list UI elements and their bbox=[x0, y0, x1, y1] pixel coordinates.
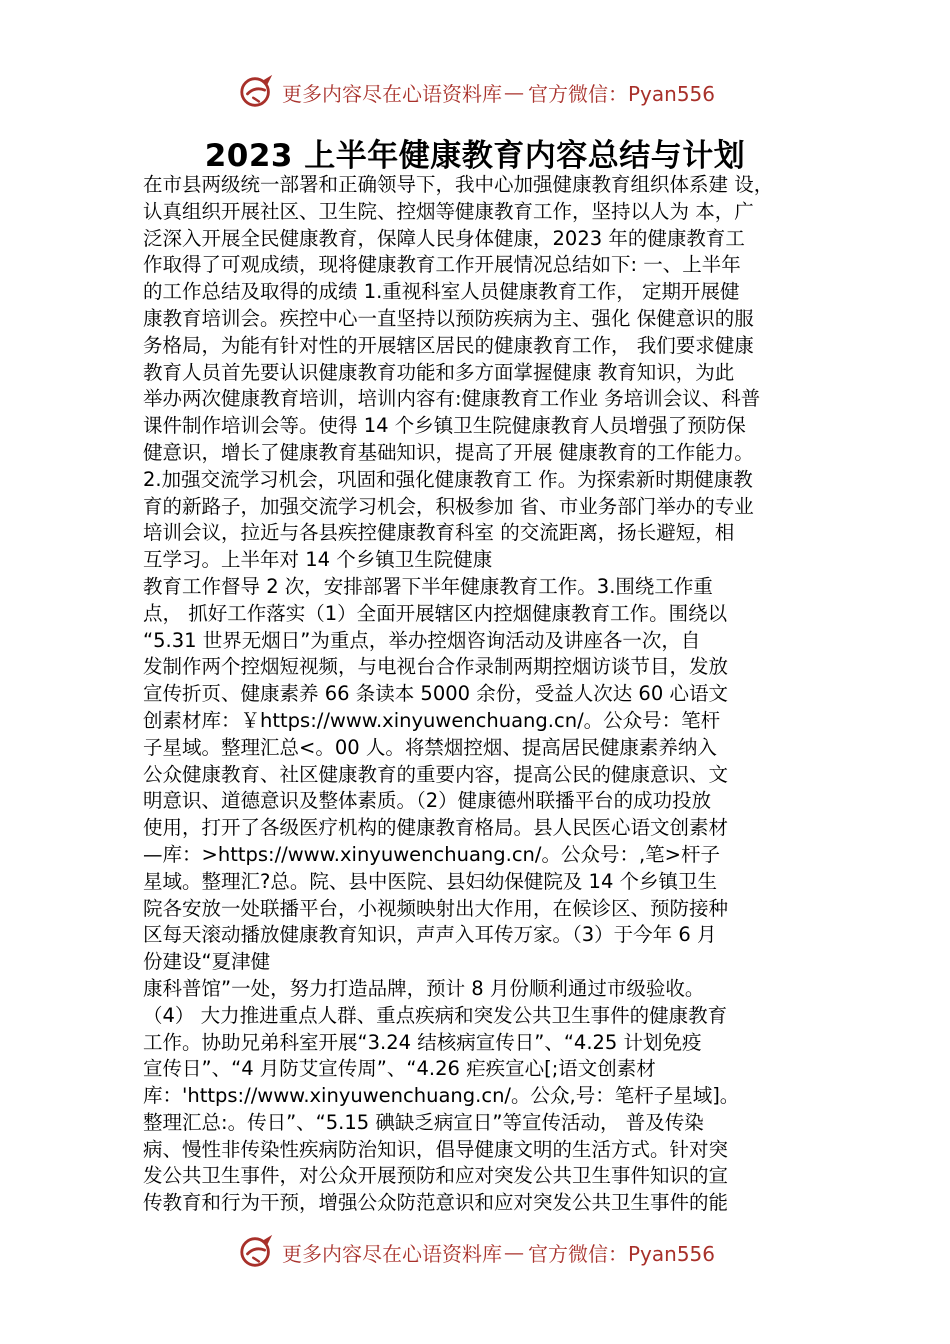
footer-banner bbox=[238, 1232, 758, 1272]
paragraph-line: 创素材库：￥https://www.xinyuwenchuang.cn/。公众号：笔杆 bbox=[143, 708, 721, 732]
paragraph-line: 作取得了可观成绩，现将健康教育工作开展情况总结如下: 一、上半年 bbox=[143, 253, 741, 277]
brush-logo-icon bbox=[238, 73, 276, 111]
paragraph-line: （4） 大力推进重点人群、重点疾病和突发公共卫生事件的健康教育 bbox=[143, 1003, 728, 1027]
paragraph-line: 公众健康教育、社区健康教育的重要内容，提高公民的健康意识、文 bbox=[143, 762, 729, 786]
paragraph-line: 健意识，增长了健康教育基础知识，提高了开展 健康教育的工作能力。 bbox=[143, 440, 754, 464]
paragraph-line: 库：'https://www.xinyuwenchuang.cn/。公众,号：笔杆子星域]。 bbox=[143, 1084, 740, 1108]
paragraph-line: 的工作总结及取得的成绩 1.重视科室人员健康教育工作， 定期开展健 bbox=[143, 280, 740, 304]
paragraph-line: 宣传日”、“4 月防艾宣传周”、“4.26 疟疾宣心[;语文创素材 bbox=[143, 1057, 656, 1081]
paragraph-line: 份建设“夏津健 bbox=[143, 950, 271, 974]
paragraph-line: 2.加强交流学习机会，巩固和强化健康教育工 作。为探索新时期健康教 bbox=[143, 467, 753, 491]
paragraph-line: 育的新路子，加强交流学习机会，积极参加 省、市业务部门举办的专业 bbox=[143, 494, 754, 518]
paragraph-line: 泛深入开展全民健康教育，保障人民身体健康，2023 年的健康教育工 bbox=[143, 226, 745, 250]
paragraph-line: 区每天滚动播放健康教育知识，声声入耳传万家。（3）于今年 6 月 bbox=[143, 923, 717, 947]
paragraph-line: 康教育培训会。疾控中心一直坚持以预防疾病为主、强化 保健意识的服 bbox=[143, 306, 754, 330]
banner-wechat: 官方微信：Pyan556 bbox=[528, 1241, 716, 1266]
paragraph-line: 传教育和行为干预，增强公众防范意识和应对突发公共卫生事件的能 bbox=[143, 1191, 729, 1215]
body-text bbox=[143, 172, 825, 1217]
paragraph-line: 整理汇总:。传日”、“5.15 碘缺乏病宣日”等宣传活动， 普及传染 bbox=[143, 1110, 704, 1134]
paragraph-line: 教育人员首先要认识健康教育功能和多方面掌握健康 教育知识，为此 bbox=[143, 360, 735, 384]
banner-slogan: 更多内容尽在心语资料库 bbox=[282, 1241, 502, 1266]
paragraph-line: 院各安放一处联播平台，小视频映射出大作用，在候诊区、预防接种 bbox=[143, 896, 729, 920]
paragraph-line: 点， 抓好工作落实（1）全面开展辖区内控烟健康教育工作。围绕以 bbox=[143, 601, 728, 625]
paragraph-line: 明意识、道德意识及整体素质。（2）健康德州联播平台的成功投放 bbox=[143, 789, 712, 813]
paragraph-line: 使用，打开了各级医疗机构的健康教育格局。县人民医心语文创素材 bbox=[143, 816, 729, 840]
paragraph-line: 工作。协助兄弟科室开展“3.24 结核病宣传日”、“4.25 计划免疫 bbox=[143, 1030, 702, 1054]
paragraph-line: 课件制作培训会等。使得 14 个乡镇卫生院健康教育人员增强了预防保 bbox=[143, 414, 746, 438]
paragraph-line: 认真组织开展社区、卫生院、控烟等健康教育工作，坚持以人为 本，广 bbox=[143, 199, 754, 223]
banner-slogan: 更多内容尽在心语资料库 bbox=[282, 81, 502, 106]
paragraph-line: 病、慢性非传染性疾病防治知识，倡导健康文明的生活方式。针对突 bbox=[143, 1137, 729, 1161]
banner-separator: — bbox=[504, 1240, 524, 1264]
banner-separator: — bbox=[504, 80, 524, 104]
banner-wechat: 官方微信：Pyan556 bbox=[528, 81, 716, 106]
paragraph-line: 康科普馆”一处，努力打造品牌，预计 8 月份顺利通过市级验收。 bbox=[143, 976, 705, 1000]
paragraph-line: 宣传折页、健康素养 66 条读本 5000 余份，受益人次达 60 心语文 bbox=[143, 682, 728, 706]
paragraph-line: 子星域。整理汇总<。00 人。将禁烟控烟、提高居民健康素养纳入 bbox=[143, 735, 717, 759]
header-banner bbox=[238, 72, 758, 112]
paragraph-line: 务格局，为能有针对性的开展辖区居民的健康教育工作， 我们要求健康 bbox=[143, 333, 754, 357]
paragraph-line: 互学习。上半年对 14 个乡镇卫生院健康 bbox=[143, 548, 493, 572]
paragraph-line: 发公共卫生事件，对公众开展预防和应对突发公共卫生事件知识的宣 bbox=[143, 1164, 729, 1188]
paragraph-line: 举办两次健康教育培训，培训内容有:健康教育工作业 务培训会议、科普 bbox=[143, 387, 761, 411]
paragraph-line: 教育工作督导 2 次，安排部署下半年健康教育工作。3.围绕工作重 bbox=[143, 574, 713, 598]
brush-logo-icon bbox=[238, 1233, 276, 1271]
paragraph-line: 发制作两个控烟短视频，与电视台合作录制两期控烟访谈节目，发放 bbox=[143, 655, 729, 679]
paragraph-line: 培训会议，拉近与各县疾控健康教育科室 的交流距离，扬长避短，相 bbox=[143, 521, 735, 545]
paragraph-line: 星域。整理汇?总。院、县中医院、县妇幼保健院及 14 个乡镇卫生 bbox=[143, 869, 718, 893]
paragraph-line: —库：>https://www.xinyuwenchuang.cn/。公众号：,笔>杆子 bbox=[143, 842, 721, 866]
paragraph-line: “5.31 世界无烟日”为重点，举办控烟咨询活动及讲座各一次，自 bbox=[143, 628, 701, 652]
page-title: 2023 上半年健康教育内容总结与计划 bbox=[204, 138, 746, 174]
paragraph-line: 在市县两级统一部署和正确领导下，我中心加强健康教育组织体系建 设， bbox=[143, 173, 774, 196]
